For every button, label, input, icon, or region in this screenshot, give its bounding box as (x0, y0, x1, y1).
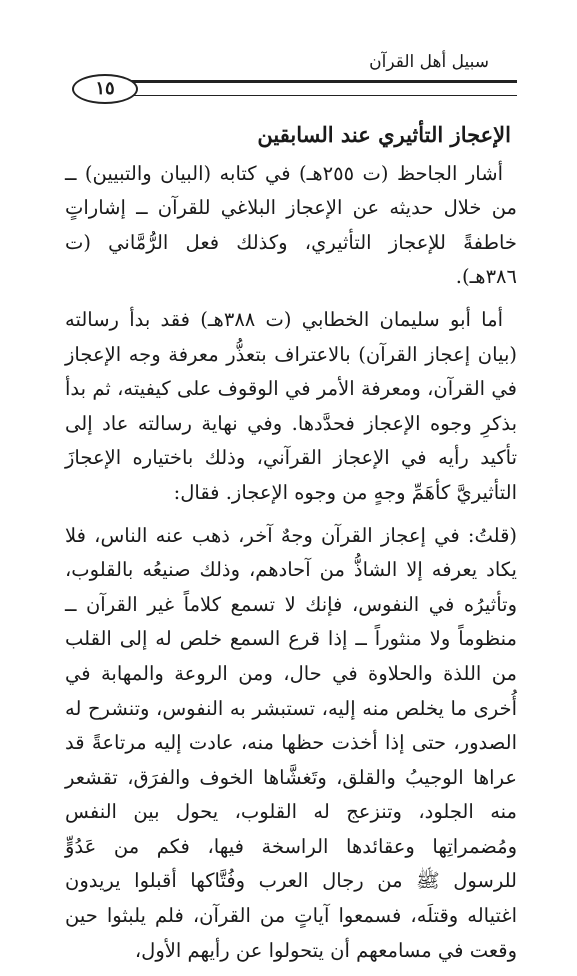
paragraph-2: أما أبو سليمان الخطابي (ت ٣٨٨هـ) فقد بدأ رسالته (بيان إعجاز القرآن) بالاعتراف بتعذُّر معرفة وجه الإعجاز في القرآن، ومعرفة الأمر في الوقوف على كيفيته، ثم بدأ بذكرِ وجوه الإعجاز فحدَّدها. وفي نهاية رسالته عاد إلى تأكيد رأيه في الإعجاز القرآني، وذلك باختياره الإعجازَ التأثيريَّ كأهَمِّ وجهٍ من وجوه الإعجاز. فقال: (65, 307, 517, 504)
page-body (65, 118, 517, 976)
page-number: ١٥ (72, 74, 138, 104)
paragraph-3-quote: (قلتُ: في إعجاز القرآن وجهٌ آخر، ذهب عنه الناس، فلا يكاد يعرفه إلا الشاذُّ من آحادهم، وذلك صنيعُه بالقلوب، وتأثيرُه في النفوس، فإنك لا تسمع كلاماً غير القرآن ــ منظوماً ولا منثوراً ــ إذا قرع السمع خلص له إلى القلب من اللذة والحلاوة في حال، ومن الروعة والمهابة في أُخرى ما يخلص منه إليه، تستبشر به النفوس، وتنشرح له الصدور، حتى إذا أخذت حظها منه، عادت إليه مرتاعةً قد عراها الوجيبُ والقلق، وتَغشَّاها الخوف والفرَق، تقشعر منه الجلود، وتنزعج له القلوب، يحول بين النفس ومُضمراتِها وعقائدها الراسخة فيها، فكم من عَدُوٍّ للرسول ﷺ من رجال العرب وفُتَّاكها أقبلوا يريدون اغتياله وقتلَه، فسمعوا آياتٍ من القرآن، فلم يلبثوا حين وقعت في مسامعهم أن يتحولوا عن رأيهم الأول، (65, 523, 517, 962)
section-heading: الإعجاز التأثيري عند السابقين (257, 122, 511, 147)
running-title: سبيل أهل القرآن (369, 52, 489, 72)
paragraph-1: أشار الجاحظ (ت ٢٥٥هـ) في كتابه (البيان والتبيين) ــ من خلال حديثه عن الإعجاز البلاغي للقرآن ــ إشاراتٍ خاطفةً للإعجاز التأثيري، وكذلك فعل الرُّمَّاني (ت ٣٨٦هـ). (65, 161, 517, 289)
header-rule (118, 80, 517, 96)
